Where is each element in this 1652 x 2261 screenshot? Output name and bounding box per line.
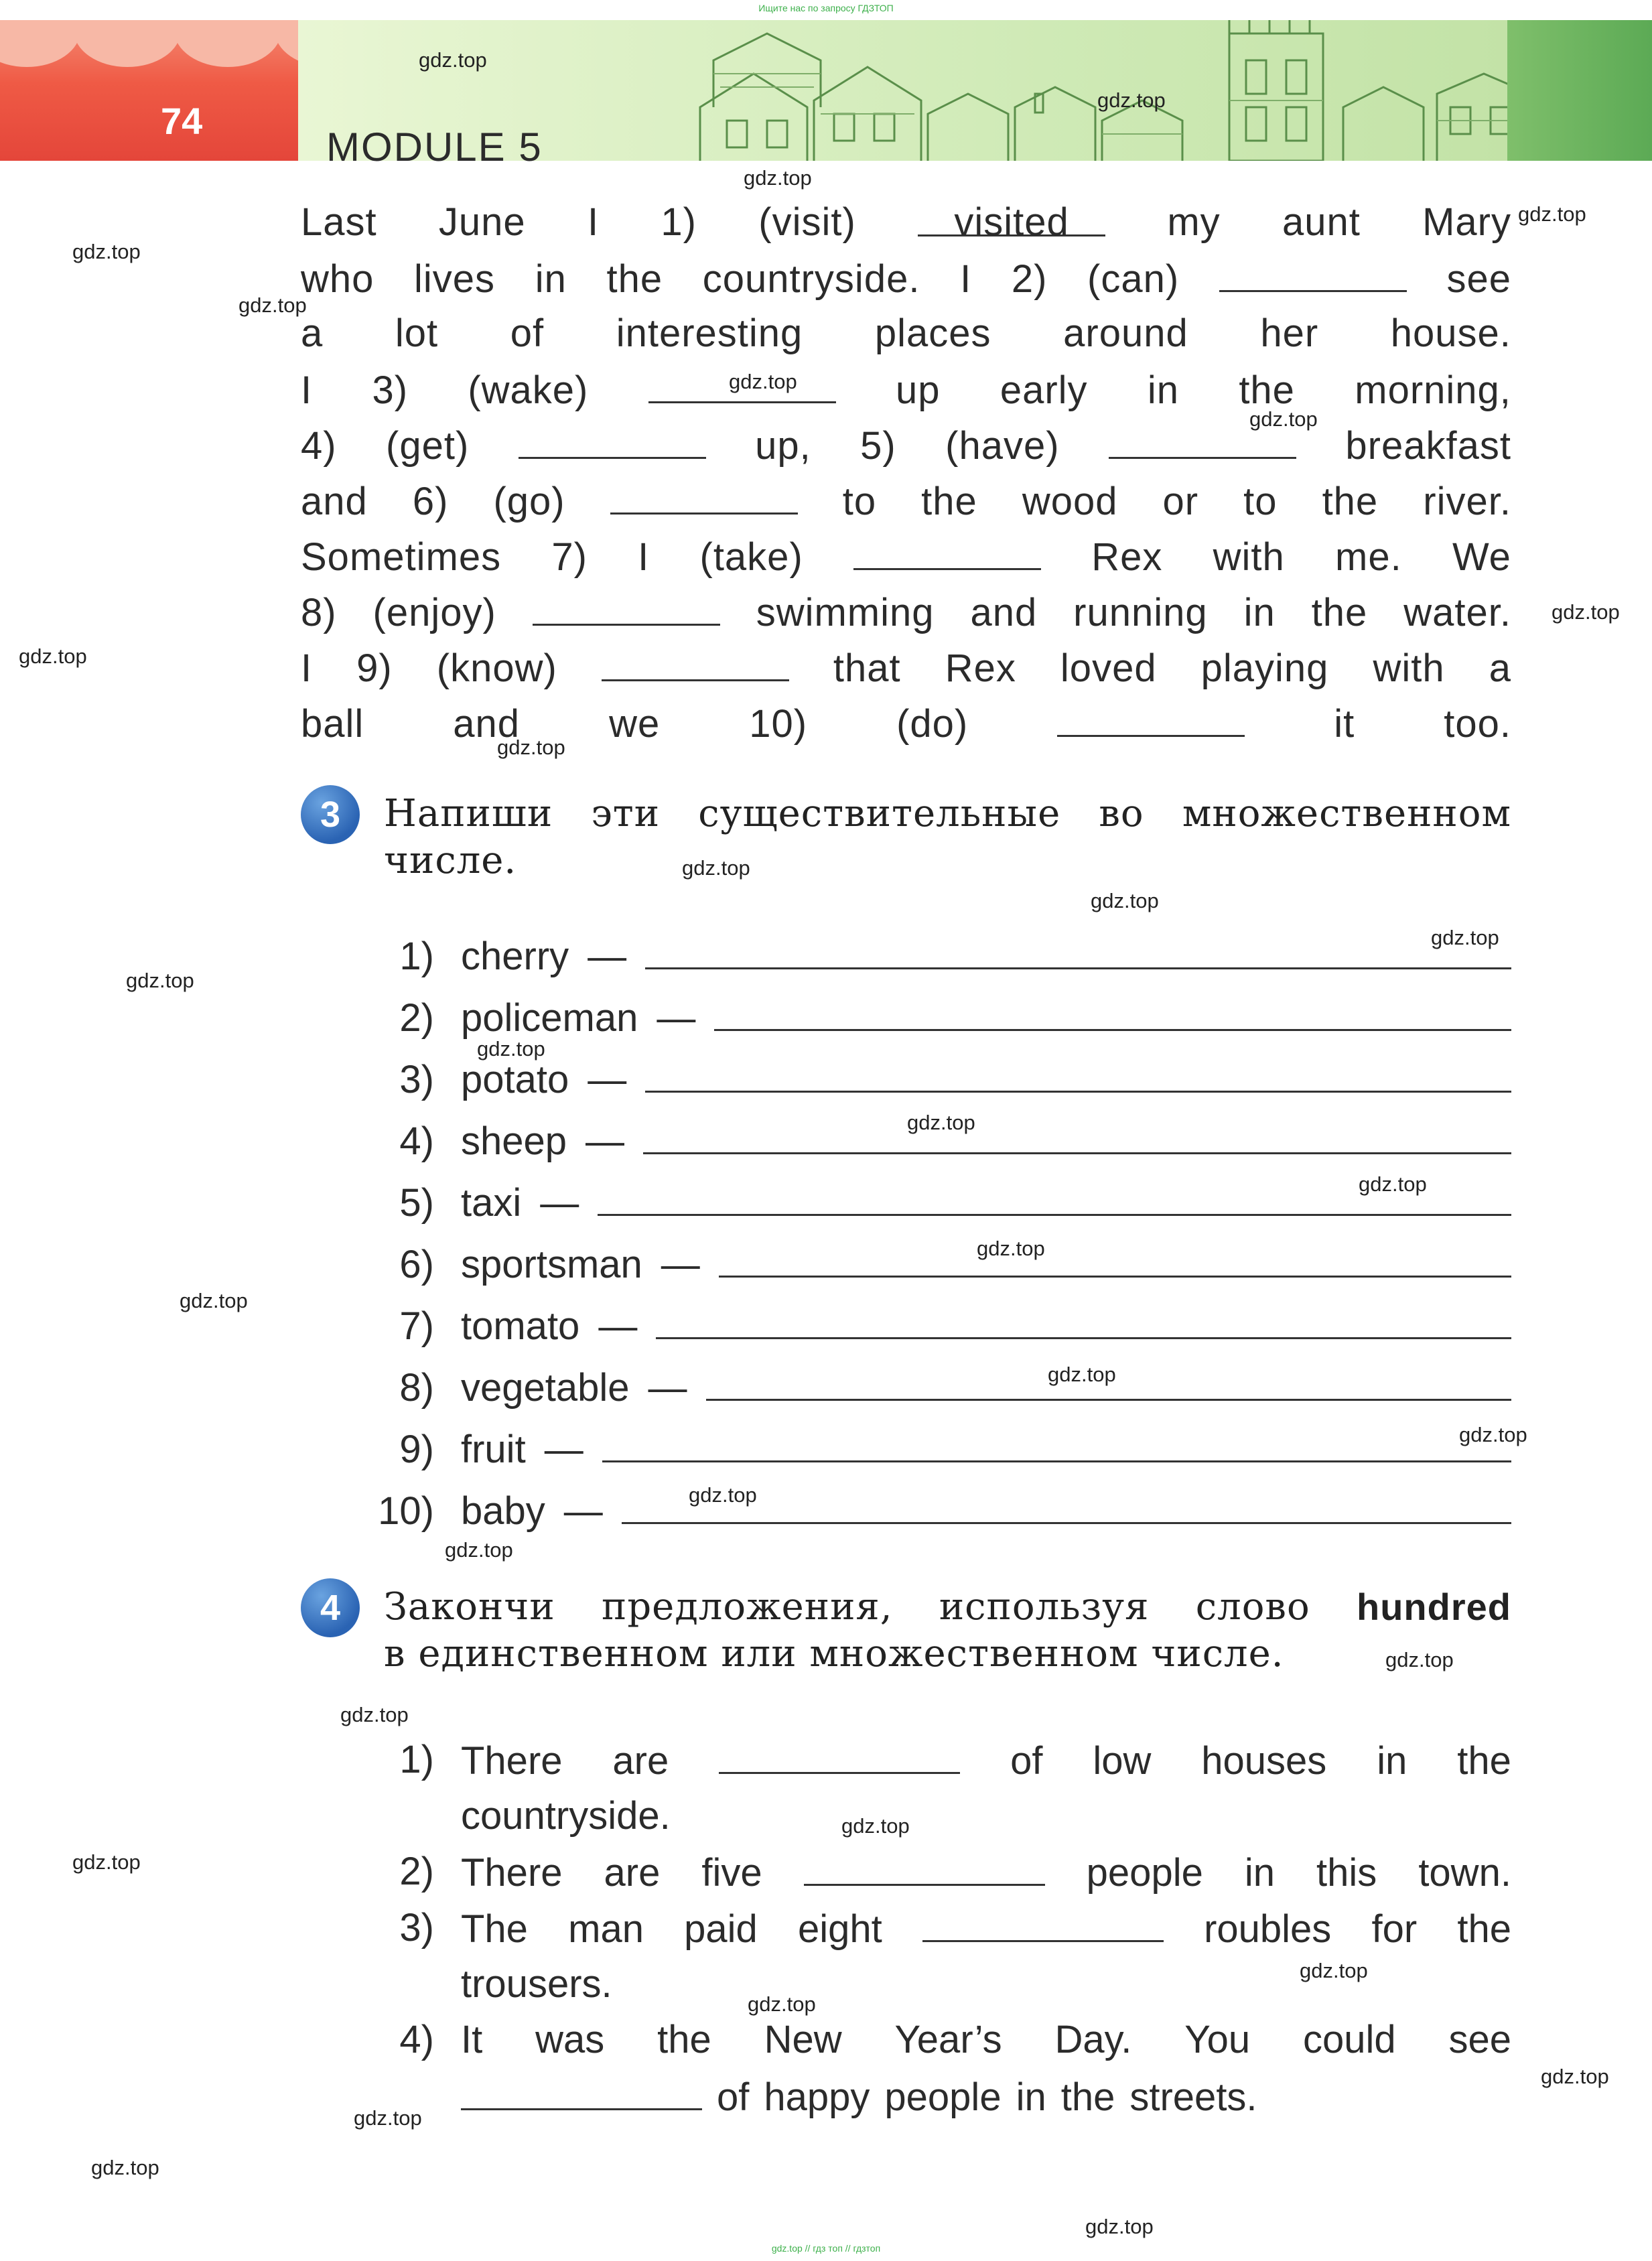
word: was	[535, 2018, 605, 2061]
word: that	[833, 646, 901, 690]
word: or	[1162, 480, 1199, 523]
item-dash: —	[563, 1489, 603, 1533]
exercise-4-instruction	[384, 1584, 1511, 1677]
word: You	[1184, 2018, 1251, 2061]
answer-blank[interactable]	[922, 1900, 1164, 1942]
watermark-text: gdz.top	[419, 48, 487, 72]
word: man	[568, 1907, 644, 1951]
word: the	[921, 480, 977, 523]
exercise-2-line	[301, 250, 1511, 306]
word: I	[587, 200, 600, 244]
watermark-text: gdz.top	[126, 969, 194, 992]
watermark-text: gdz.top	[497, 736, 565, 759]
watermark-text: gdz.top	[1091, 889, 1159, 912]
word: We	[1452, 535, 1511, 579]
word: people	[884, 2075, 1002, 2119]
word: interesting	[616, 312, 803, 355]
answer-blank[interactable]	[602, 639, 789, 681]
word: (visit)	[758, 200, 856, 244]
item-word: policeman	[461, 996, 638, 1040]
instruction-word: Напиши	[384, 792, 553, 835]
word: river.	[1423, 480, 1511, 523]
word: up,	[755, 424, 811, 468]
item-dash: —	[540, 1181, 579, 1225]
word: of	[717, 2075, 750, 2119]
instruction-word: используя	[939, 1585, 1150, 1629]
module-title: MODULE 5	[326, 125, 543, 169]
word: of	[1010, 1739, 1043, 1783]
watermark-text: gdz.top	[1359, 1172, 1427, 1196]
watermark-text: gdz.top	[1085, 2215, 1154, 2238]
exercise-3-instruction	[384, 791, 1511, 884]
watermark-text: gdz.top	[729, 370, 797, 393]
answer-line[interactable]	[645, 930, 1511, 969]
word: breakfast	[1345, 424, 1511, 468]
header-green-edge	[1507, 20, 1652, 161]
item-number: 5)	[399, 1181, 434, 1225]
word: (get)	[386, 424, 470, 468]
word: There	[461, 1851, 563, 1895]
item-number: 3)	[399, 1058, 434, 1101]
instruction-word: существительные	[698, 792, 1061, 835]
word: early	[1000, 368, 1088, 412]
word: 5)	[860, 424, 896, 468]
page-number: 74	[161, 100, 203, 142]
item-word: sheep	[461, 1119, 567, 1163]
noun-item	[362, 930, 1511, 983]
word: playing	[1200, 646, 1329, 690]
answer-blank[interactable]	[519, 417, 706, 459]
answer-blank[interactable]	[804, 1844, 1045, 1886]
sentence	[362, 2012, 1511, 2119]
instruction-word: эти	[591, 792, 661, 835]
exercise-4-instruction-line2: в единственном или множественном числе.	[384, 1632, 1284, 1675]
sentence	[362, 1844, 1511, 1900]
word: with	[1213, 535, 1285, 579]
sentence-line	[461, 1900, 1511, 1958]
watermark-text: gdz.top	[19, 644, 87, 668]
word: The	[461, 1907, 528, 1951]
item-number: 10)	[378, 1489, 434, 1533]
exercise-2-line	[301, 305, 1511, 362]
word: Last	[301, 200, 377, 244]
item-dash: —	[598, 1304, 638, 1348]
word: the	[1457, 1907, 1511, 1951]
word: running	[1073, 591, 1208, 634]
item-word: baby	[461, 1489, 545, 1533]
word: we	[609, 702, 661, 746]
answer-line[interactable]	[719, 1238, 1511, 1278]
watermark-text: gdz.top	[682, 856, 750, 880]
word: swimming	[756, 591, 935, 634]
word: (do)	[896, 702, 969, 746]
word: houses	[1201, 1739, 1327, 1783]
item-word: cherry	[461, 935, 569, 978]
word: countryside.	[702, 257, 920, 301]
word: 8)	[301, 591, 337, 634]
instruction-word: во	[1099, 792, 1144, 835]
word: 4)	[301, 424, 337, 468]
word: (take)	[699, 535, 803, 579]
word: in	[1377, 1739, 1407, 1783]
watermark-text: gdz.top	[91, 2156, 159, 2179]
watermark-text: gdz.top	[1300, 1959, 1368, 1982]
word: people	[1086, 1851, 1203, 1895]
answer-line[interactable]	[714, 991, 1511, 1031]
word: morning,	[1355, 368, 1511, 412]
watermark-text: gdz.top	[1431, 926, 1499, 949]
word: in	[1243, 591, 1276, 634]
word: and	[970, 591, 1038, 634]
item-dash: —	[588, 935, 627, 978]
instruction-word: предложения,	[602, 1585, 893, 1629]
word: of	[510, 312, 545, 355]
word: ball	[301, 702, 364, 746]
item-word: potato	[461, 1058, 569, 1101]
item-dash: —	[544, 1428, 583, 1471]
word: see	[1446, 257, 1511, 301]
item-word: vegetable	[461, 1366, 630, 1410]
word: Rex	[1091, 535, 1163, 579]
word: 3)	[372, 368, 409, 412]
sentence-line	[461, 2012, 1511, 2068]
answer-blank[interactable]	[719, 1732, 960, 1774]
exercise-2-line	[301, 472, 1511, 529]
watermark-text: gdz.top	[1518, 202, 1586, 226]
word: (know)	[436, 646, 557, 690]
word: I	[960, 257, 972, 301]
watermark-text: gdz.top	[744, 166, 812, 190]
word: It	[461, 2018, 483, 2061]
item-dash: —	[648, 1366, 687, 1410]
item-number: 7)	[399, 1304, 434, 1348]
noun-item	[362, 1423, 1511, 1477]
watermark-text: gdz.top	[340, 1703, 409, 1726]
noun-item	[362, 1485, 1511, 1538]
noun-item	[362, 1176, 1511, 1230]
word: 9)	[356, 646, 393, 690]
word: in	[535, 257, 567, 301]
sentence-number: 4)	[399, 2018, 434, 2061]
word: (enjoy)	[372, 591, 496, 634]
watermark-text: gdz.top	[1048, 1363, 1116, 1386]
word: her	[1260, 312, 1319, 355]
word: water.	[1403, 591, 1511, 634]
word: around	[1063, 312, 1188, 355]
word: it	[1334, 702, 1355, 746]
item-number: 1)	[399, 935, 434, 978]
answer-line[interactable]	[643, 1115, 1511, 1154]
answer-blank[interactable]	[533, 584, 720, 626]
watermark-text: gdz.top	[841, 1814, 910, 1838]
word: in	[1016, 2075, 1046, 2119]
answer-line[interactable]	[645, 1053, 1511, 1093]
word: (can)	[1087, 257, 1180, 301]
word: Mary	[1422, 200, 1511, 244]
word: and	[453, 702, 521, 746]
word: eight	[797, 1907, 882, 1951]
word: I	[638, 535, 650, 579]
watermark-text: gdz.top	[72, 1850, 141, 1874]
item-word: sportsman	[461, 1243, 642, 1286]
item-number: 9)	[399, 1428, 434, 1471]
bottom-note: gdz.top // гдз топ // гдзтоп	[771, 2243, 881, 2254]
top-note: Ищите нас по запросу ГДЗТОП	[758, 3, 894, 13]
watermark-text: gdz.top	[354, 2106, 422, 2130]
exercise-3-number-badge: 3	[301, 785, 360, 844]
item-dash: —	[657, 996, 696, 1040]
watermark-text: gdz.top	[477, 1037, 545, 1060]
word: to	[842, 480, 877, 523]
item-number: 2)	[399, 996, 434, 1040]
word: the	[657, 2018, 711, 2061]
watermark-text: gdz.top	[1459, 1423, 1527, 1446]
word: streets.	[1129, 2075, 1257, 2119]
exercise-2-line	[301, 361, 1511, 417]
word: Rex	[945, 646, 1016, 690]
word: town.	[1418, 1851, 1511, 1895]
item-dash: —	[586, 1119, 625, 1163]
word: who	[301, 257, 374, 301]
word: a	[1489, 646, 1511, 690]
answer-blank[interactable]	[610, 472, 798, 515]
noun-item	[362, 1361, 1511, 1415]
word: are	[604, 1851, 661, 1895]
word: aunt	[1282, 200, 1361, 244]
word: for	[1371, 1907, 1418, 1951]
word: loved	[1060, 646, 1157, 690]
word: to	[1243, 480, 1278, 523]
word: I	[301, 646, 313, 690]
item-number: 8)	[399, 1366, 434, 1410]
word: house.	[1390, 312, 1511, 355]
word: Sometimes	[301, 535, 502, 579]
instruction-word: множественном	[1182, 792, 1511, 835]
word: the	[1060, 2075, 1115, 2119]
answer-blank[interactable]	[853, 528, 1041, 570]
word: low	[1093, 1739, 1152, 1783]
watermark-text: gdz.top	[1385, 1648, 1454, 1671]
sentence-line	[461, 1732, 1511, 1789]
noun-item	[362, 1053, 1511, 1107]
item-word: fruit	[461, 1428, 526, 1471]
answer-blank[interactable]	[1057, 695, 1245, 737]
watermark-text: gdz.top	[1249, 407, 1318, 431]
word: paid	[684, 1907, 758, 1951]
exercise-2-line	[301, 194, 1511, 251]
word: Year’s	[894, 2018, 1002, 2061]
watermark-text: gdz.top	[238, 293, 307, 317]
word: (have)	[945, 424, 1060, 468]
watermark-text: gdz.top	[977, 1237, 1045, 1260]
exercise-2-line	[301, 528, 1511, 584]
watermark-text: gdz.top	[445, 1538, 513, 1562]
word: too.	[1444, 702, 1511, 746]
word: up	[895, 368, 941, 412]
word: me.	[1335, 535, 1402, 579]
watermark-text: gdz.top	[1097, 88, 1166, 112]
word: 2)	[1011, 257, 1048, 301]
watermark-text: gdz.top	[1552, 600, 1620, 624]
word: the	[606, 257, 663, 301]
word: trousers.	[461, 1962, 612, 2006]
sentence-number: 3)	[399, 1906, 434, 1949]
keyword-hundred: hundred	[1357, 1586, 1511, 1628]
word: the	[1457, 1739, 1511, 1783]
watermark-text: gdz.top	[180, 1289, 248, 1312]
word: could	[1302, 2018, 1396, 2061]
exercise-3-instruction-line2: числе.	[384, 839, 517, 882]
word: lives	[414, 257, 496, 301]
word: and	[301, 480, 368, 523]
word: (go)	[493, 480, 565, 523]
word: are	[612, 1739, 669, 1783]
watermark-text: gdz.top	[689, 1483, 757, 1507]
page-number-tab	[0, 20, 298, 161]
answer-blank[interactable]	[1219, 250, 1407, 292]
watermark-text: gdz.top	[1541, 2065, 1609, 2088]
exercise-4-number-badge: 4	[301, 1578, 360, 1637]
word: There	[461, 1739, 563, 1783]
word: 10)	[749, 702, 808, 746]
item-number: 6)	[399, 1243, 434, 1286]
exercise-2-line	[301, 584, 1511, 640]
word: June	[438, 200, 526, 244]
item-dash: —	[661, 1243, 700, 1286]
exercise-2-line	[301, 417, 1511, 473]
word: places	[874, 312, 991, 355]
word: the	[1311, 591, 1368, 634]
sentence-number: 1)	[399, 1738, 434, 1781]
word: my	[1167, 200, 1221, 244]
word: the	[1322, 480, 1379, 523]
word: this	[1316, 1851, 1377, 1895]
word: 6)	[412, 480, 449, 523]
noun-item	[362, 1238, 1511, 1292]
word: 1)	[661, 200, 697, 244]
word: roubles	[1204, 1907, 1332, 1951]
sentence-line-2	[461, 2068, 1511, 2126]
word: I	[301, 368, 313, 412]
word: see	[1448, 2018, 1511, 2061]
instruction-word: Закончи	[384, 1585, 555, 1629]
item-word: taxi	[461, 1181, 522, 1225]
word: (wake)	[468, 368, 589, 412]
item-dash: —	[588, 1058, 627, 1101]
sentence-number: 2)	[399, 1850, 434, 1893]
sentence-line-2	[461, 1788, 1511, 1844]
watermark-text: gdz.top	[907, 1111, 975, 1134]
answer-line[interactable]	[602, 1423, 1511, 1462]
noun-item	[362, 1300, 1511, 1353]
word: with	[1373, 646, 1445, 690]
word: lot	[395, 312, 439, 355]
word: wood	[1022, 480, 1118, 523]
word: in	[1147, 368, 1179, 412]
item-word: tomato	[461, 1304, 580, 1348]
word: New	[764, 2018, 842, 2061]
instruction-word: слово	[1195, 1585, 1310, 1629]
watermark-text: gdz.top	[72, 240, 141, 263]
word: countryside.	[461, 1794, 671, 1838]
sentence-line	[461, 1844, 1511, 1901]
word: happy	[764, 2075, 870, 2119]
word: a	[301, 312, 324, 355]
word: five	[701, 1851, 762, 1895]
watermark-text: gdz.top	[748, 1992, 816, 2016]
item-number: 4)	[399, 1119, 434, 1163]
word: in	[1244, 1851, 1276, 1895]
word: 7)	[551, 535, 588, 579]
word: Day.	[1054, 2018, 1132, 2061]
exercise-2-line	[301, 695, 1511, 751]
exercise-2-line	[301, 639, 1511, 695]
word: the	[1239, 368, 1295, 412]
filled-answer-blank[interactable]: visited	[918, 194, 1105, 236]
answer-line[interactable]	[656, 1300, 1511, 1339]
answer-blank[interactable]	[461, 2068, 702, 2110]
